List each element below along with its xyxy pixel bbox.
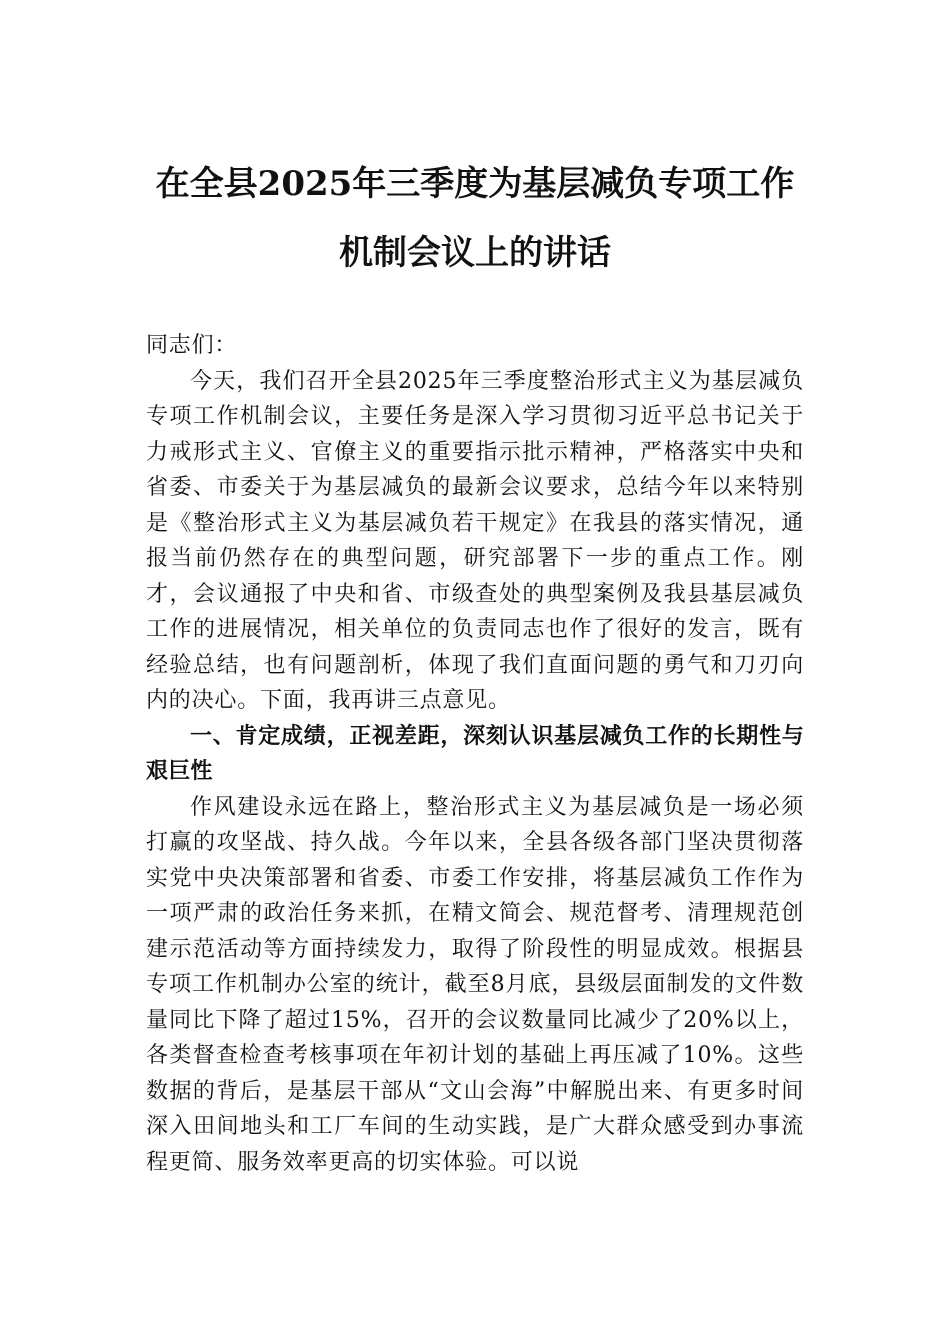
document-body [146,328,804,1180]
document-title-line-1: 在全县2025年三季度为基层减负专项工作 [155,164,795,204]
salutation: 同志们： [146,333,238,358]
section-heading-1: 一、肯定成绩，正视差距，深刻认识基层减负工作的长期性与艰巨性 [146,723,804,784]
paragraph-section-1: 作风建设永远在路上，整治形式主义为基层减负是一场必须打赢的攻坚战、持久战。今年以来，全县各级各部门坚决贯彻落实党中央决策部署和省委、市委工作安排，将基层减负工作作为一项严肃的政治任务来抓，在精文简会、规范督考、清理规范创建示范活动等方面持续发力，取得了阶段性的明显成效。根据县专项工作机制办公室的统计，截至8月底，县级层面制发的文件数量同比下降了超过15%，召开的会议数量同比减少了20%以上，各类督查检查考核事项在年初计划的基础上再压减了10%。这些数据的背后，是基层干部从“文山会海”中解脱出来、有更多时间深入田间地头和工厂车间的生动实践，是广大群众感受到办事流程更简、服务效率更高的切实体验。可以说 [146,794,804,1175]
paragraph-opening: 今天，我们召开全县2025年三季度整治形式主义为基层减负专项工作机制会议，主要任务是深入学习贯彻习近平总书记关于力戒形式主义、官僚主义的重要指示批示精神，严格落实中央和省委、市委关于为基层减负的最新会议要求，总结今年以来特别是《整治形式主义为基层减负若干规定》在我县的落实情况，通报当前仍然存在的典型问题，研究部署下一步的重点工作。刚才，会议通报了中央和省、市级查处的典型案例及我县基层减负工作的进展情况，相关单位的负责同志也作了很好的发言，既有经验总结，也有问题剖析，体现了我们直面问题的勇气和刀刃向内的决心。下面，我再讲三点意见。 [146,368,804,713]
document-title-line-2: 机制会议上的讲话 [339,233,611,273]
